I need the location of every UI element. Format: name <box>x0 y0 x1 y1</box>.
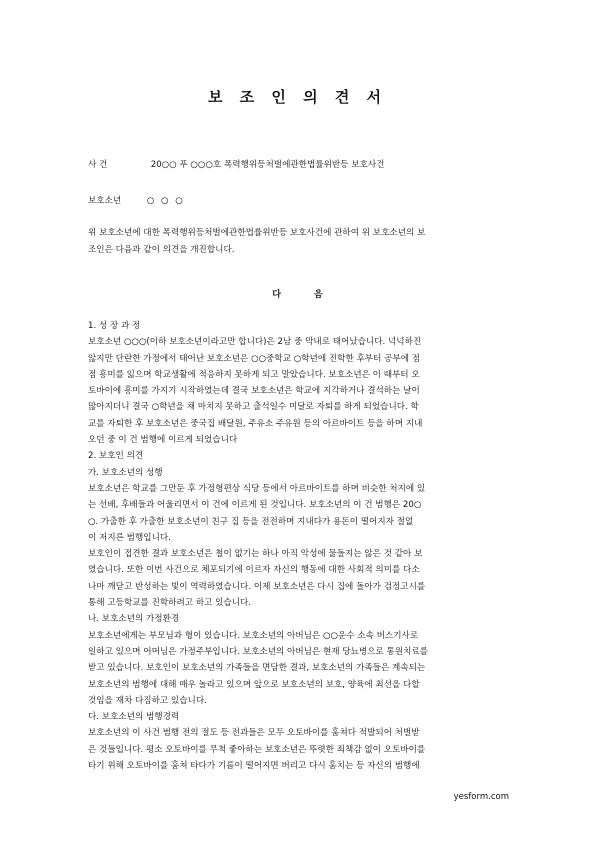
body-line: 보호인이 접견한 결과 보호소년은 철이 없기는 하나 아직 악성에 물들지는 않은 것 같아 보 <box>88 549 423 560</box>
subject-label: 보호소년 <box>88 196 122 206</box>
case-label: 사 건 <box>88 160 108 170</box>
body-line: 2. 보호인 의견 <box>88 451 144 462</box>
intro-paragraph <box>88 225 508 258</box>
body-line: 나. 보호소년의 가정환경 <box>88 614 180 625</box>
body-line: 점 흥미를 잃으며 학교생활에 적응하지 못하게 되고 말았습니다. 보호소년은 이 때부터 오 <box>88 369 420 380</box>
body-line: 교를 자퇴한 후 보호소년은 중국집 배달원, 주유소 주유원 등의 아르바이트 등을 하며 지내 <box>88 418 423 429</box>
body-line: 보호소년은 학교를 그만둔 후 가정형편상 식당 등에서 아르바이트를 하며 비슷한 처지에 있 <box>88 483 426 494</box>
case-row <box>88 158 384 170</box>
body-line: 토바이에 흥미를 가지기 시작하였는데 결국 보호소년은 학교에 지각하거나 결석하는 날이 <box>88 386 420 397</box>
body-line: 통해 고등학교를 진학하려고 하고 있습니다. <box>88 598 252 609</box>
intro-line: 위 보호소년에 대한 폭력행위등처벌에관한법률위반등 보호사건에 관하여 위 보호소년의 보 <box>88 228 426 238</box>
body-line: 1. 성 장 과 정 <box>88 321 141 331</box>
body-line: ○. 가출한 후 가출한 보호소년이 친구 집 등을 전전하며 지내다가 용돈이 떨어지자 절없 <box>88 516 414 527</box>
body-line: 보호소년 ○○○(이하 보호소년이라고만 합니다)은 2남 중 막내로 태어났습니다. 넉넉하진 <box>88 337 422 348</box>
body-line: 다. 보호소년의 범행경력 <box>88 712 180 723</box>
document-title: 보 조 인 의 견 서 <box>207 88 388 106</box>
section-heading: 다 음 <box>272 290 323 300</box>
body-line: 이 저지른 범행입니다. <box>88 532 171 543</box>
body-line: 받고 있습니다. 보호인이 보호소년의 가족들을 면담한 결과, 보호소년의 가족들은 계속되는 <box>88 663 426 674</box>
body-line: 많아지더니 결국 ○학년을 채 마치지 못하고 출석일수 미달로 자퇴를 하게 되었습니다. 학 <box>88 402 419 413</box>
footer-watermark: yesform.com <box>453 792 509 802</box>
body-line: 보호소년의 범행에 대해 매우 놀라고 있으며 앞으로 보호소년의 보호, 양육에 최선을 다할 <box>88 679 420 690</box>
body-line: 나마 깨닫고 반성하는 빛이 역력하였습니다. 이제 보호소년은 다시 집에 돌아가 검정고시를 <box>88 581 426 592</box>
body-line: 타기 위해 오토바이를 훔쳐 타다가 기름이 떨어지면 버리고 다시 훔치는 등 자신의 범행에 <box>88 761 420 772</box>
case-value: 20○○ 푸 ○○○호 폭력행위등처벌에관한법률위반등 보호사건 <box>150 160 385 170</box>
subject-row <box>88 194 185 206</box>
body-line: 보호소년의 이 사건 범행 전의 절도 등 전과들은 모두 오토바이를 훔쳐다 적발되어 처벌받 <box>88 728 420 739</box>
body-line: 일하고 있으며 어머님은 가정주부입니다. 보호소년의 아버님은 현재 당뇨병으로 통원치료를 <box>88 646 429 657</box>
body-line: 는 선배, 후배들과 어울리면서 이 건에 이르게 된 것입니다. 보호소년의 이 건 범행은 20○ <box>88 500 422 511</box>
body-line: 였습니다. 또한 이번 사건으로 체포되기에 이르자 자신의 행동에 대한 사회적 의미를 다소 <box>88 565 420 576</box>
body-line: 것임을 재차 다짐하고 있습니다. <box>88 695 207 706</box>
body-line: 은 것들입니다. 평소 오토바이를 무척 좋아하는 보호소년은 뚜렷한 죄책감 없이 오토바이를 <box>88 744 426 755</box>
intro-line: 조인은 다음과 같이 의견을 개진합니다. <box>88 244 235 255</box>
subject-value: ○ ○ ○ <box>146 196 185 206</box>
body-text <box>88 318 508 774</box>
body-line: 보호소년에게는 부모님과 형이 있습니다. 보호소년의 아버님은 ○○운수 소속 버스기사로 <box>88 630 419 641</box>
body-line: 가. 보호소년의 성행 <box>88 467 163 478</box>
body-line: 오던 중 이 건 범행에 이르게 되었습니다 <box>88 435 238 446</box>
body-line: 않지만 단란한 가정에서 태어난 보호소년은 ○○중학교 ○학년에 진학한 후부터 공부에 점 <box>88 353 421 364</box>
